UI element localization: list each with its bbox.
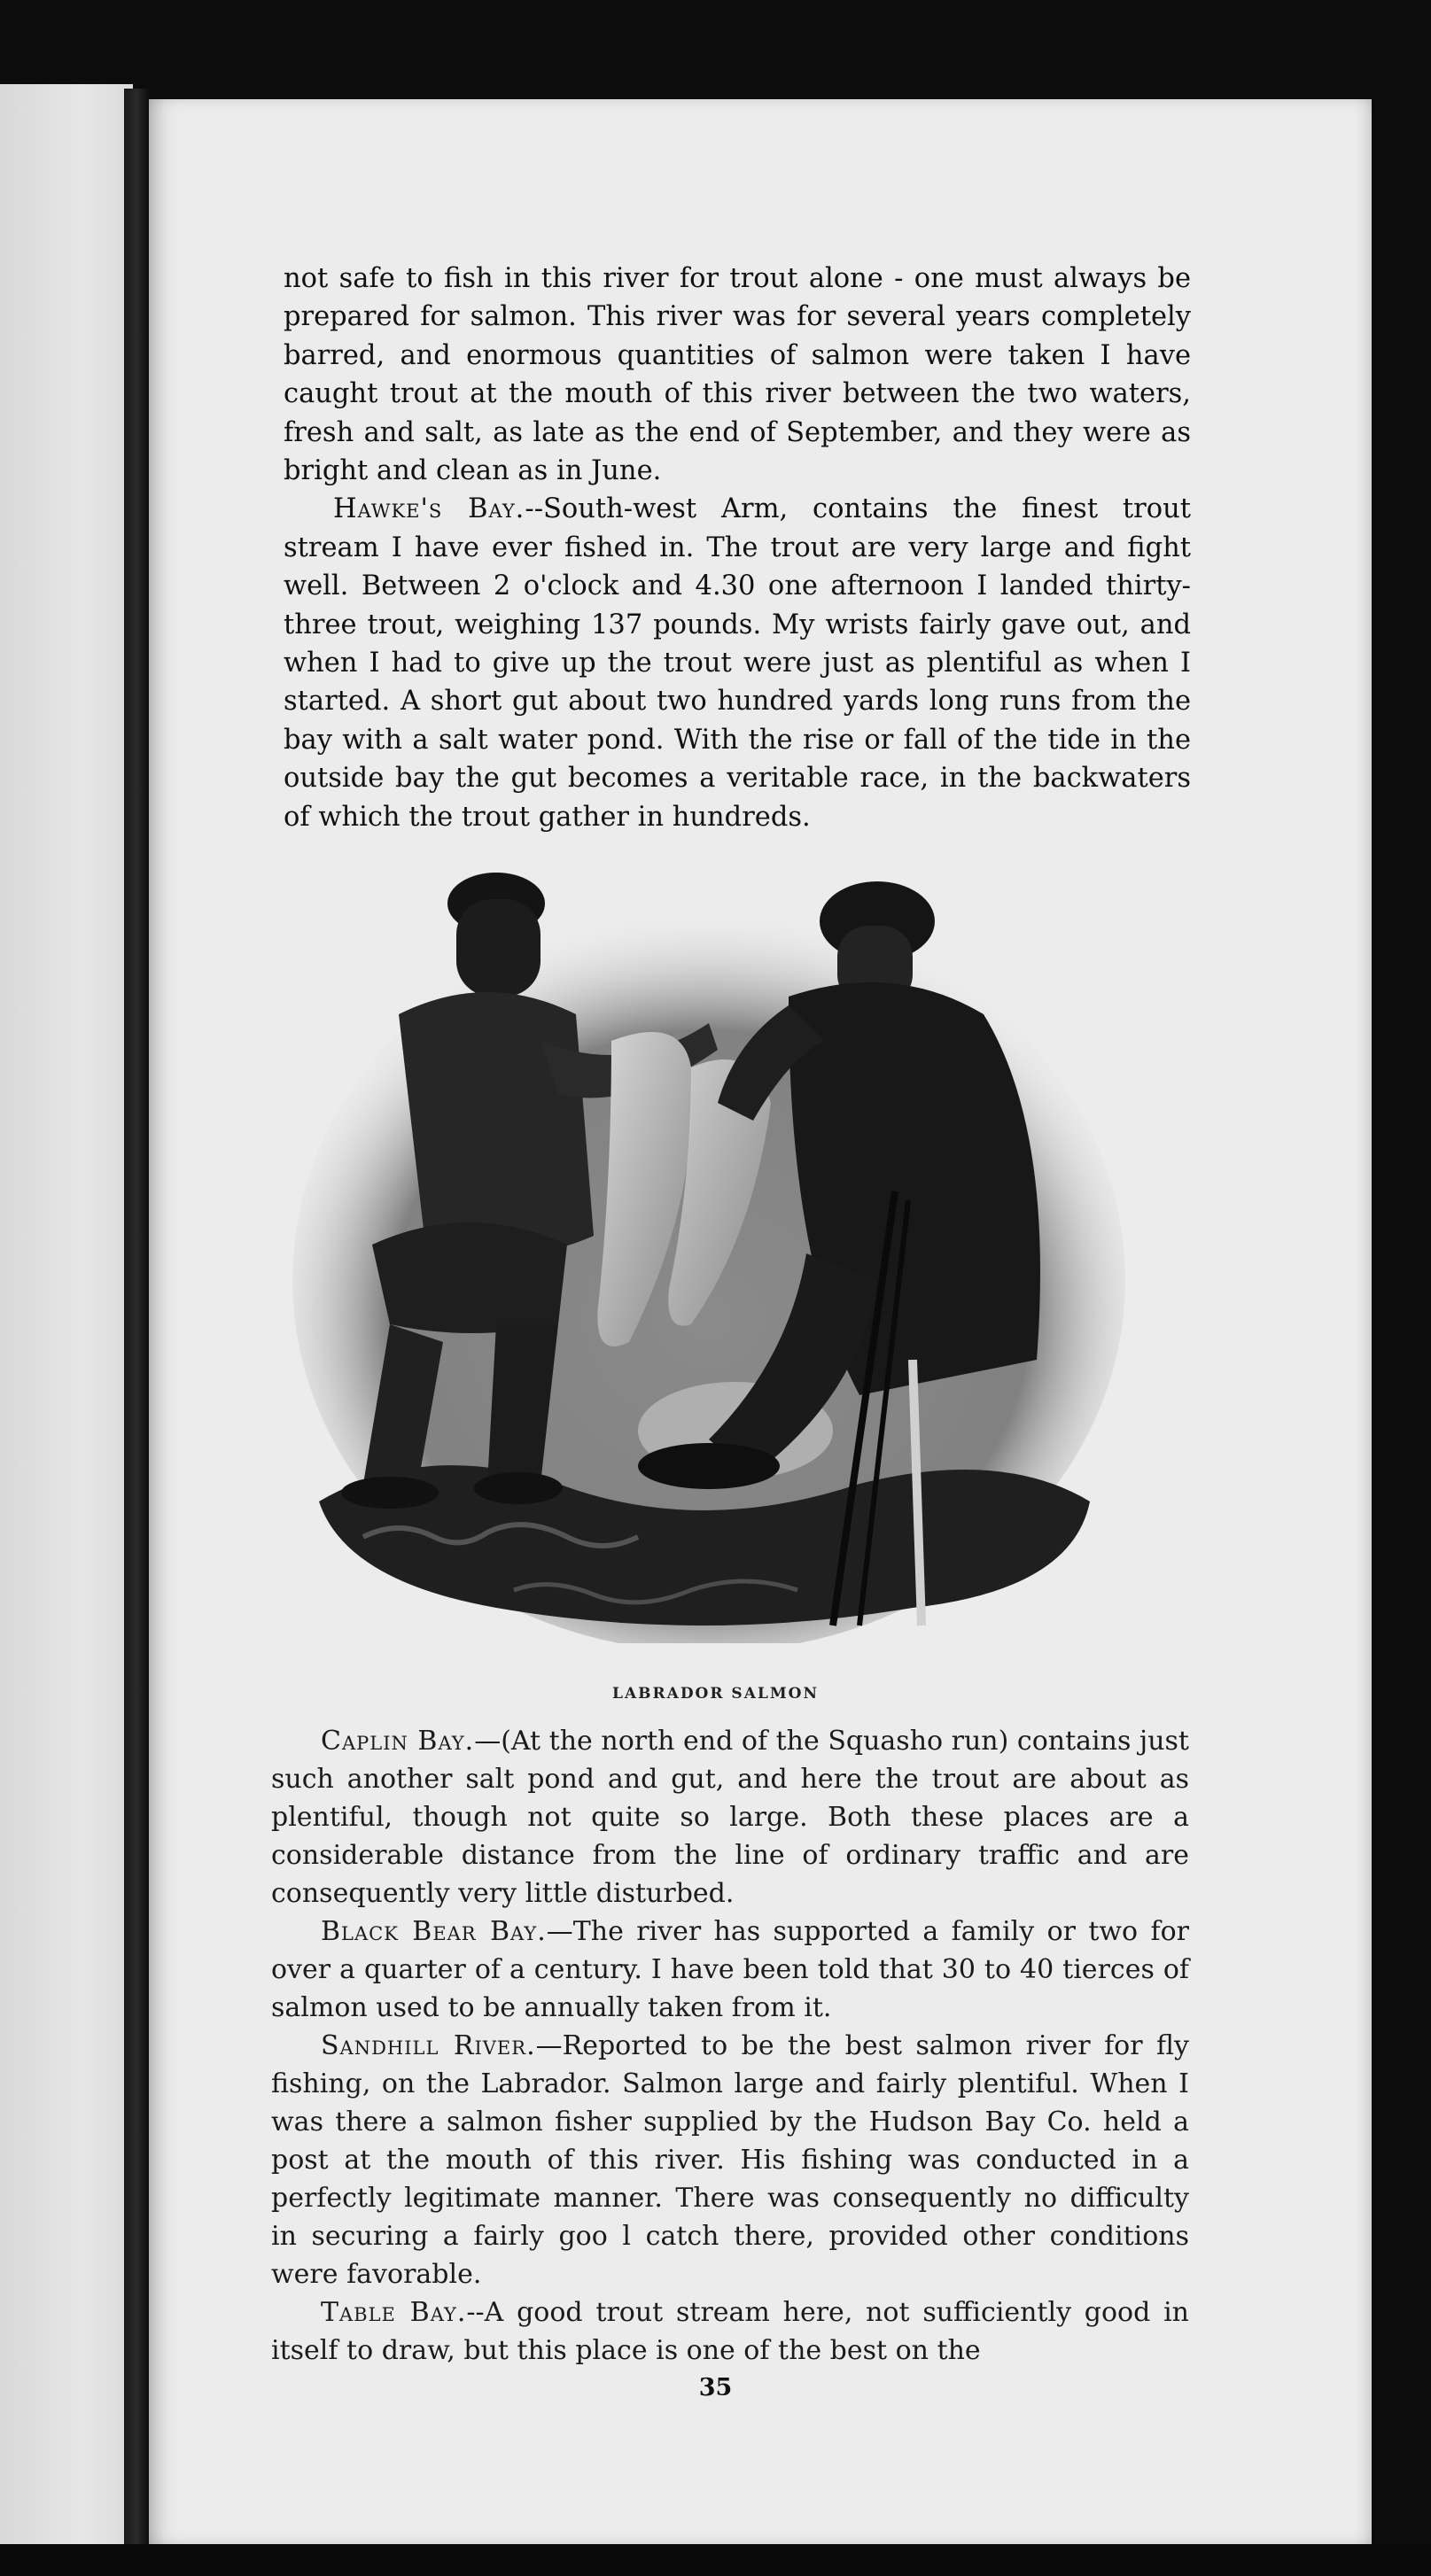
paragraph-text: not safe to fish in this river for trout alone - one must always be prepared for salmon. This river was for several years completely barred, and enormous quantities of salmon were taken I have caught trout at the mouth of this river between the two waters, fresh and salt, as late as the end of September, and they were as bright and clean as in June.: [284, 263, 1191, 487]
text-block-bottom: [271, 1722, 1189, 2370]
paragraph: [271, 2027, 1189, 2293]
paragraph-lead: Table Bay.: [321, 2297, 467, 2328]
text-block-top: [284, 260, 1191, 836]
photo-illustration: [292, 864, 1143, 1643]
paragraph-text: --A good trout stream here, not sufficiently good in itself to draw, but this place is one of the best on the: [271, 2297, 1189, 2366]
paragraph-text: —The river has supported a family or two for over a quarter of a century. I have been told that 30 to 40 tierces of salmon used to be annually taken from it.: [271, 1916, 1189, 2023]
book-gutter: [124, 89, 149, 2560]
paragraph-text: --South-west Arm, contains the finest trout stream I have ever fished in. The trout are very large and fight well. Between 2 o'clock and 4.30 one afternoon I landed thirty-three trout, weighing 137 pounds. My wrists fairly gave out, and when I had to give up the trout were just as plentiful as when I started. A short gut about two hundred yards long runs from the bay with a salt water pond. With the rise or fall of the tide in the outside bay the gut becomes a veritable race, in the backwaters of which the trout gather in hundreds.: [284, 493, 1191, 833]
photograph-two-men-with-salmon: [292, 864, 1143, 1643]
facing-page-edge: [0, 84, 133, 2547]
paragraph: [271, 1913, 1189, 2027]
paragraph-text: —(At the north end of the Squasho run) contains just such another salt pond and gut, and here the trout are about as plentiful, though not quite so large. Both these places are a considerable distance from the line of ordinary traffic and are consequently very little disturbed.: [271, 1726, 1189, 1909]
paragraph-lead: Hawke's Bay.: [333, 493, 525, 525]
paragraph: [271, 2293, 1189, 2370]
scan-border: [0, 2544, 1431, 2576]
paragraph-lead: Sandhill River.: [321, 2030, 536, 2061]
paragraph: [284, 260, 1191, 490]
paragraph-lead: Black Bear Bay.: [321, 1916, 547, 1947]
paragraph: [284, 490, 1191, 836]
paragraph-lead: Caplin Bay.: [321, 1726, 475, 1757]
figure-caption: LABRADOR SALMON: [611, 1685, 819, 1703]
paragraph: [271, 1722, 1189, 1913]
paragraph-text: —Reported to be the best salmon river for fly fishing, on the Labrador. Salmon large and fairly plentiful. When I was there a salmon fisher supplied by the Hudson Bay Co. held a post at the mouth of this river. His fishing was conducted in a perfectly legitimate manner. There was consequently no difficulty in securing a fairly goo l catch there, provided other conditions were favorable.: [271, 2030, 1190, 2290]
page-number: 35: [698, 2374, 733, 2401]
